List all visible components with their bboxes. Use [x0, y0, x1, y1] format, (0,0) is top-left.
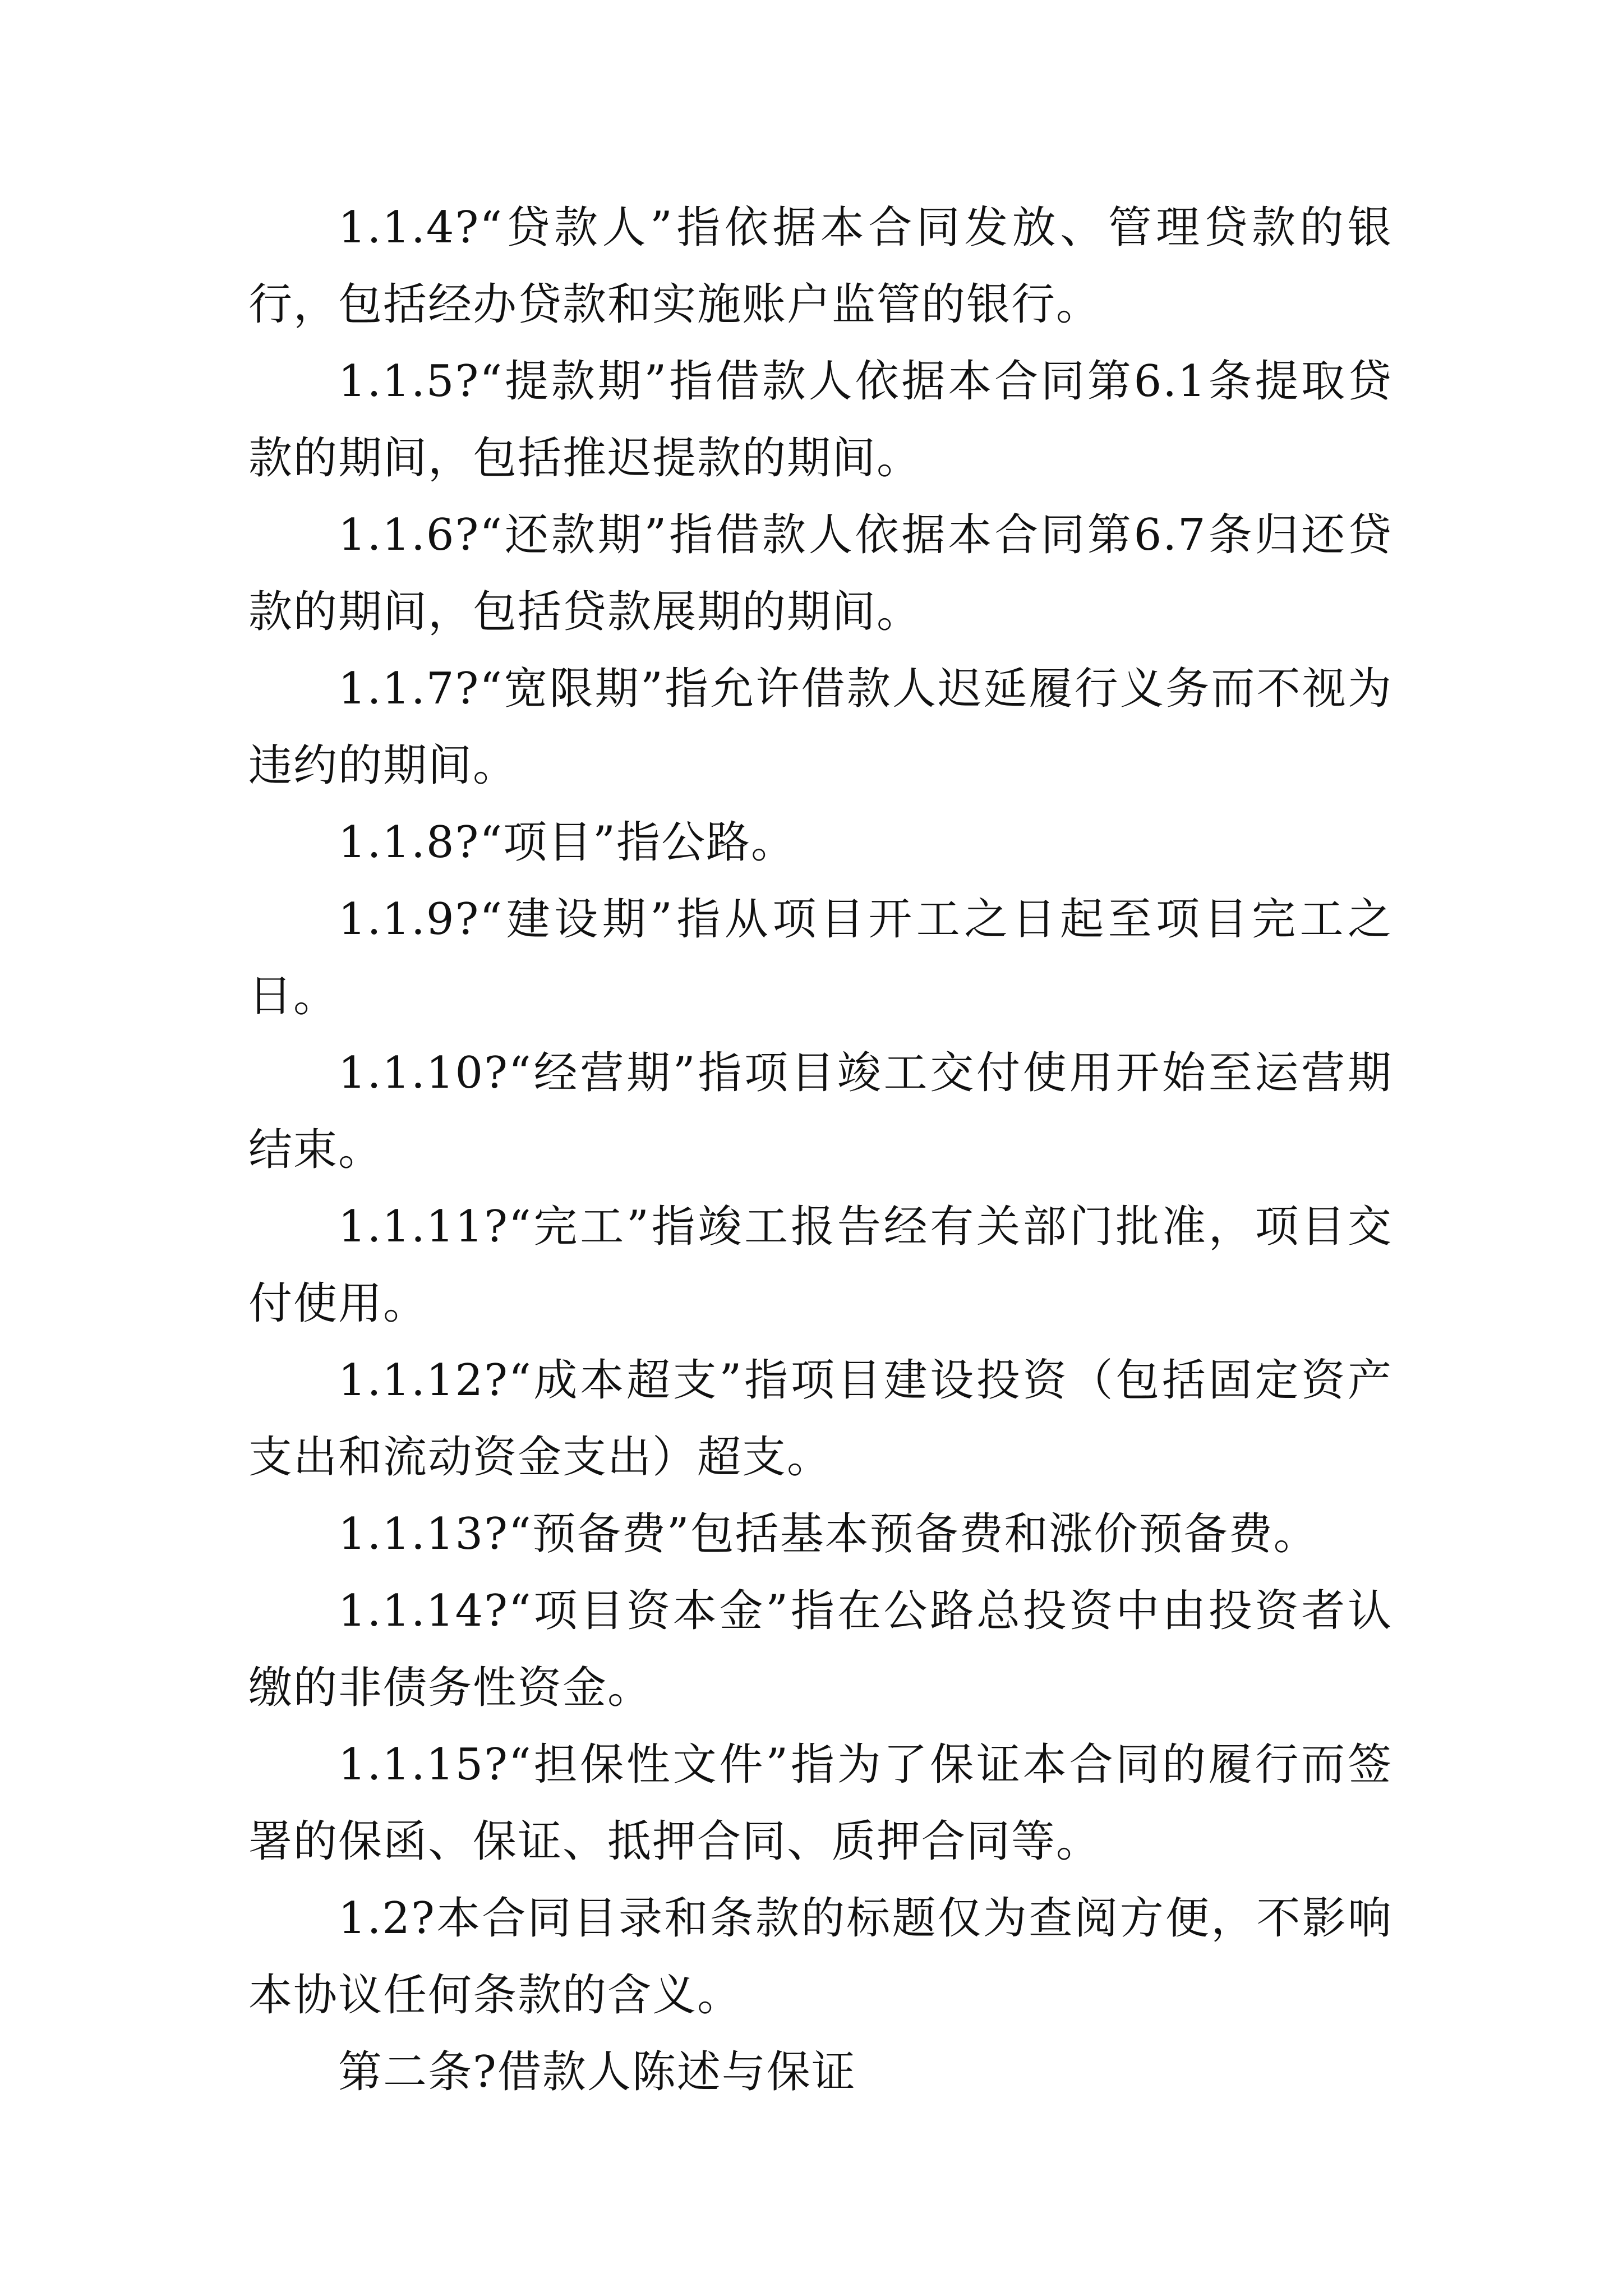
document-page [248, 190, 1393, 2111]
clause-1-1-5: 1.1.5?“提款期”指借款人依据本合同第6.1条提取贷款的期间，包括推迟提款的期间。 [248, 356, 1393, 484]
clause-1-1-7: 1.1.7?“宽限期”指允许借款人迟延履行义务而不视为违约的期间。 [248, 664, 1393, 791]
clause-1-1-13: 1.1.13?“预备费”包括基本预备费和涨价预备费。 [338, 1509, 1318, 1559]
clause-1-2: 1.2?本合同目录和条款的标题仅为查阅方便，不影响本协议任何条款的含义。 [248, 1893, 1393, 2021]
clause-1-1-12: 1.1.12?“成本超支”指项目建设投资（包括固定资产支出和流动资金支出）超支。 [248, 1355, 1393, 1483]
clause-1-1-9: 1.1.9?“建设期”指从项目开工之日起至项目完工之日。 [248, 894, 1393, 1022]
clause-1-1-11: 1.1.11?“完工”指竣工报告经有关部门批准，项目交付使用。 [248, 1202, 1393, 1329]
clause-1-1-10: 1.1.10?“经营期”指项目竣工交付使用开始至运营期结束。 [248, 1048, 1393, 1175]
section-heading-article-2: 第二条?借款人陈述与保证 [338, 2047, 856, 2097]
clause-1-1-8: 1.1.8?“项目”指公路。 [338, 817, 796, 868]
clause-1-1-14: 1.1.14?“项目资本金”指在公路总投资中由投资者认缴的非债务性资金。 [248, 1586, 1393, 1713]
clause-1-1-4: 1.1.4?“贷款人”指依据本合同发放、管理贷款的银行，包括经办贷款和实施账户监管的银行。 [248, 203, 1393, 330]
clause-1-1-6: 1.1.6?“还款期”指借款人依据本合同第6.7条归还贷款的期间，包括贷款展期的期间。 [248, 510, 1393, 637]
clause-1-1-15: 1.1.15?“担保性文件”指为了保证本合同的履行而签署的保函、保证、抵押合同、质押合同等。 [248, 1740, 1393, 1867]
